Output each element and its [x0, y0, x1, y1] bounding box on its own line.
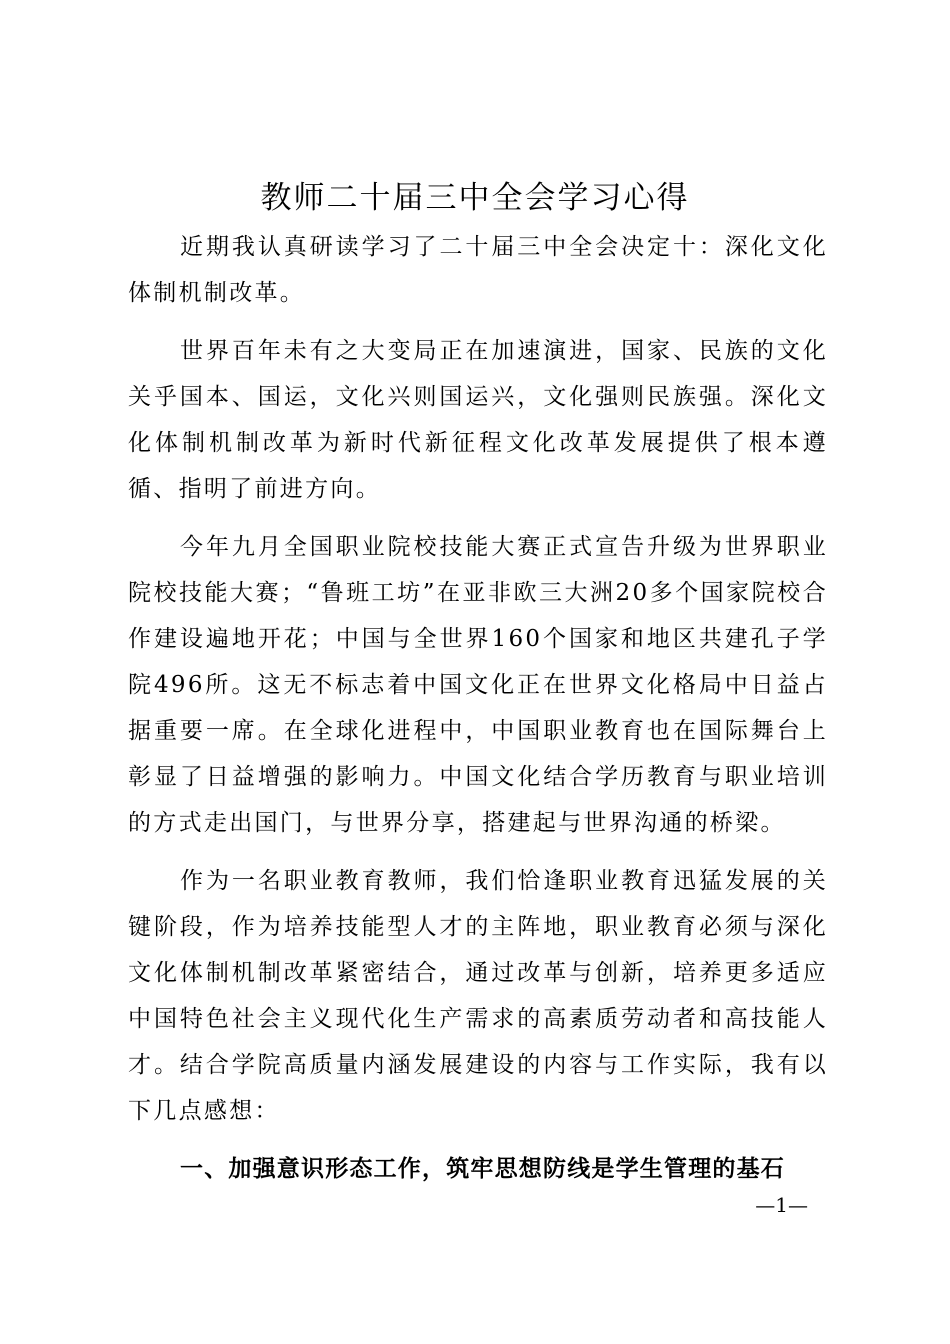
- paragraph-achievements: 今年九月全国职业院校技能大赛正式宣告升级为世界职业院校技能大赛；“鲁班工坊”在亚非欧三大洲20多个国家院校合作建设遍地开花；中国与全世界160个国家和地区共建孔子学院496所。这无不标志着中国文化正在世界文化格局中日益占据重要一席。在全球化进程中，中国职业教育也在国际舞台上彰显了日益增强的影响力。中国文化结合学历教育与职业培训的方式走出国门，与世界分享，搭建起与世界沟通的桥梁。: [128, 534, 828, 836]
- section-heading-1: 一、加强意识形态工作，筑牢思想防线是学生管理的基石: [180, 1156, 785, 1182]
- paragraph-context: 世界百年未有之大变局正在加速演进，国家、民族的文化关乎国本、国运，文化兴则国运兴，文化强则民族强。深化文化体制机制改革为新时代新征程文化改革发展提供了根本遵循、指明了前进方向。: [128, 338, 828, 502]
- paragraph-intro: 近期我认真研读学习了二十届三中全会决定十：深化文化体制机制改革。: [128, 234, 828, 306]
- document-title: 教师二十届三中全会学习心得: [260, 180, 690, 216]
- document-body: [128, 224, 828, 1192]
- page-number: —1—: [755, 1193, 808, 1217]
- paragraph-reflection: 作为一名职业教育教师，我们恰逢职业教育迅猛发展的关键阶段，作为培养技能型人才的主阵地，职业教育必须与深化文化体制机制改革紧密结合，通过改革与创新，培养更多适应中国特色社会主义现代化生产需求的高素质劳动者和高技能人才。结合学院高质量内涵发展建设的内容与工作实际，我有以下几点感想：: [128, 868, 828, 1124]
